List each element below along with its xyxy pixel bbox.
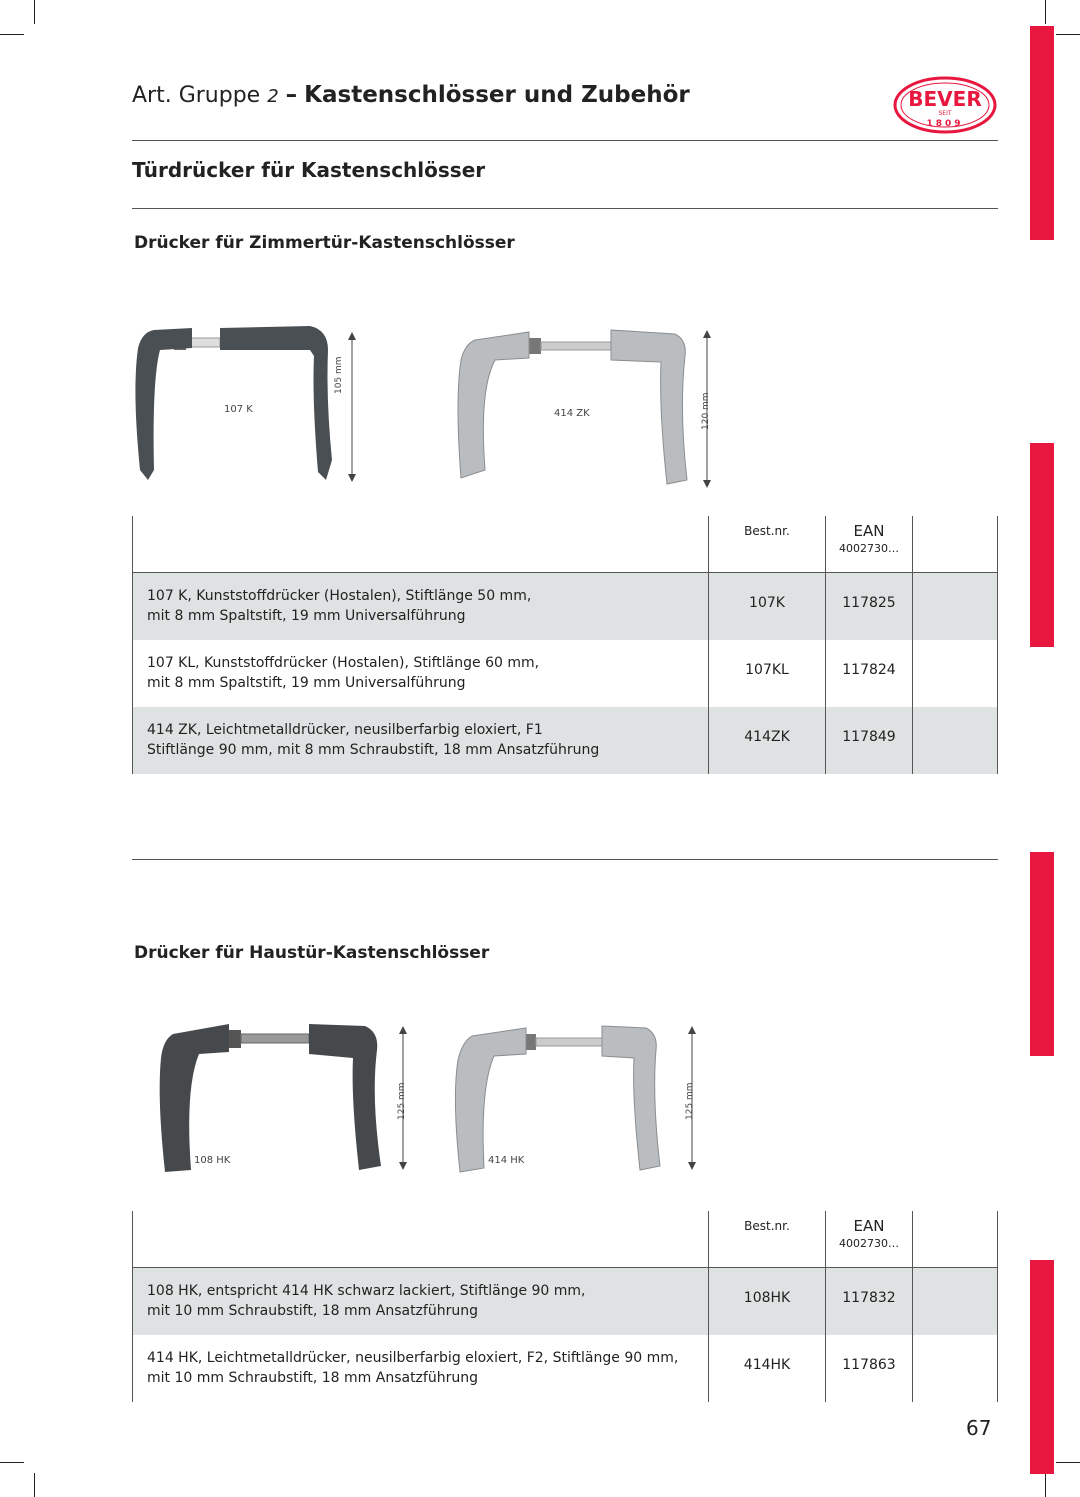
section-title: Türdrücker für Kastenschlösser bbox=[132, 158, 486, 182]
bever-logo-icon bbox=[893, 76, 997, 134]
row-description: Stiftlänge 90 mm, mit 8 mm Schraubstift, 18 mm Ansatzführung bbox=[147, 742, 600, 758]
handle-414hk-image bbox=[450, 1018, 705, 1178]
row-description: mit 10 mm Schraubstift, 18 mm Ansatzführung bbox=[147, 1370, 478, 1386]
header-group-number: 2 bbox=[267, 86, 279, 107]
row-description: 107 K, Kunststoffdrücker (Hostalen), Stiftlänge 50 mm, bbox=[147, 588, 532, 604]
header-best-nr: Best.nr. bbox=[744, 524, 790, 538]
product-table-zimmertuer bbox=[132, 516, 998, 774]
image-label-414hk: 414 HK bbox=[488, 1155, 525, 1166]
row-ean: 117824 bbox=[842, 662, 896, 678]
row-best-nr: 107K bbox=[749, 595, 785, 611]
divider bbox=[132, 859, 998, 860]
logo-brand: BEVER bbox=[908, 87, 982, 111]
crop-mark-bottom-right-h bbox=[1056, 1462, 1080, 1463]
header-ean: EAN bbox=[853, 522, 885, 540]
handle-414zk-image bbox=[455, 320, 725, 495]
table-row bbox=[133, 707, 998, 774]
crop-mark-bottom-left-v bbox=[34, 1473, 35, 1497]
header-ean-prefix: 4002730… bbox=[839, 1237, 899, 1250]
table-header-row bbox=[133, 1211, 998, 1268]
header-ean-prefix: 4002730… bbox=[839, 542, 899, 555]
dimension-label: 125 mm bbox=[397, 1082, 407, 1120]
dimension-label: 105 mm bbox=[334, 356, 344, 394]
page-number: 67 bbox=[966, 1416, 992, 1440]
row-best-nr: 108HK bbox=[743, 1290, 791, 1306]
row-ean: 117832 bbox=[842, 1290, 896, 1306]
row-description: 107 KL, Kunststoffdrücker (Hostalen), Stiftlänge 60 mm, bbox=[147, 655, 540, 671]
header-prefix: Art. Gruppe bbox=[132, 83, 261, 108]
image-label-108hk: 108 HK bbox=[194, 1155, 231, 1166]
row-description: 414 HK, Leichtmetalldrücker, neusilberfarbig eloxiert, F2, Stiftlänge 90 mm, bbox=[147, 1350, 679, 1366]
row-best-nr: 414HK bbox=[743, 1357, 791, 1373]
row-description: 108 HK, entspricht 414 HK schwarz lackiert, Stiftlänge 90 mm, bbox=[147, 1283, 586, 1299]
image-label-107k: 107 K bbox=[224, 404, 253, 415]
crop-mark-bottom-right-v bbox=[1045, 1473, 1046, 1497]
row-ean: 117863 bbox=[842, 1357, 896, 1373]
header-best-nr: Best.nr. bbox=[744, 1219, 790, 1233]
row-best-nr: 107KL bbox=[745, 662, 789, 678]
table-row bbox=[133, 1268, 998, 1336]
crop-mark-bottom-left-h bbox=[0, 1462, 24, 1463]
section1-title: Drücker für Zimmertür-Kastenschlösser bbox=[134, 233, 515, 253]
header-dash: – bbox=[285, 82, 298, 108]
crop-mark-top-right-h bbox=[1056, 34, 1080, 35]
image-label-414zk: 414 ZK bbox=[554, 408, 590, 419]
red-tab bbox=[1030, 852, 1054, 1056]
dimension-label: 120 mm bbox=[701, 392, 711, 430]
crop-mark-top-right-v bbox=[1045, 0, 1046, 24]
dimension-label: 125 mm bbox=[685, 1082, 695, 1120]
red-tab bbox=[1030, 26, 1054, 240]
crop-mark-top-left-h bbox=[0, 34, 24, 35]
crop-mark-top-left-v bbox=[34, 0, 35, 24]
logo-year: 1809 bbox=[926, 119, 964, 129]
header-ean: EAN bbox=[853, 1217, 885, 1235]
row-ean: 117849 bbox=[842, 729, 896, 745]
divider bbox=[132, 208, 998, 209]
table-row bbox=[133, 640, 998, 707]
table-row bbox=[133, 573, 998, 641]
table-row bbox=[133, 1335, 998, 1402]
page-header bbox=[132, 82, 690, 108]
row-description: mit 8 mm Spaltstift, 19 mm Universalführung bbox=[147, 675, 466, 691]
row-best-nr: 414ZK bbox=[744, 729, 790, 745]
section2-title: Drücker für Haustür-Kastenschlösser bbox=[134, 943, 490, 963]
header-title: Kastenschlösser und Zubehör bbox=[304, 82, 690, 108]
handle-108hk-image bbox=[155, 1018, 420, 1178]
red-tab bbox=[1030, 443, 1054, 647]
row-description: 414 ZK, Leichtmetalldrücker, neusilberfarbig eloxiert, F1 bbox=[147, 722, 543, 738]
product-table-haustuer bbox=[132, 1211, 998, 1402]
row-ean: 117825 bbox=[842, 595, 896, 611]
divider bbox=[132, 140, 998, 141]
table-header-row bbox=[133, 516, 998, 573]
red-tab bbox=[1030, 1260, 1054, 1474]
row-description: mit 8 mm Spaltstift, 19 mm Universalführung bbox=[147, 608, 466, 624]
row-description: mit 10 mm Schraubstift, 18 mm Ansatzführung bbox=[147, 1303, 478, 1319]
logo-seit: SEIT bbox=[938, 110, 952, 117]
